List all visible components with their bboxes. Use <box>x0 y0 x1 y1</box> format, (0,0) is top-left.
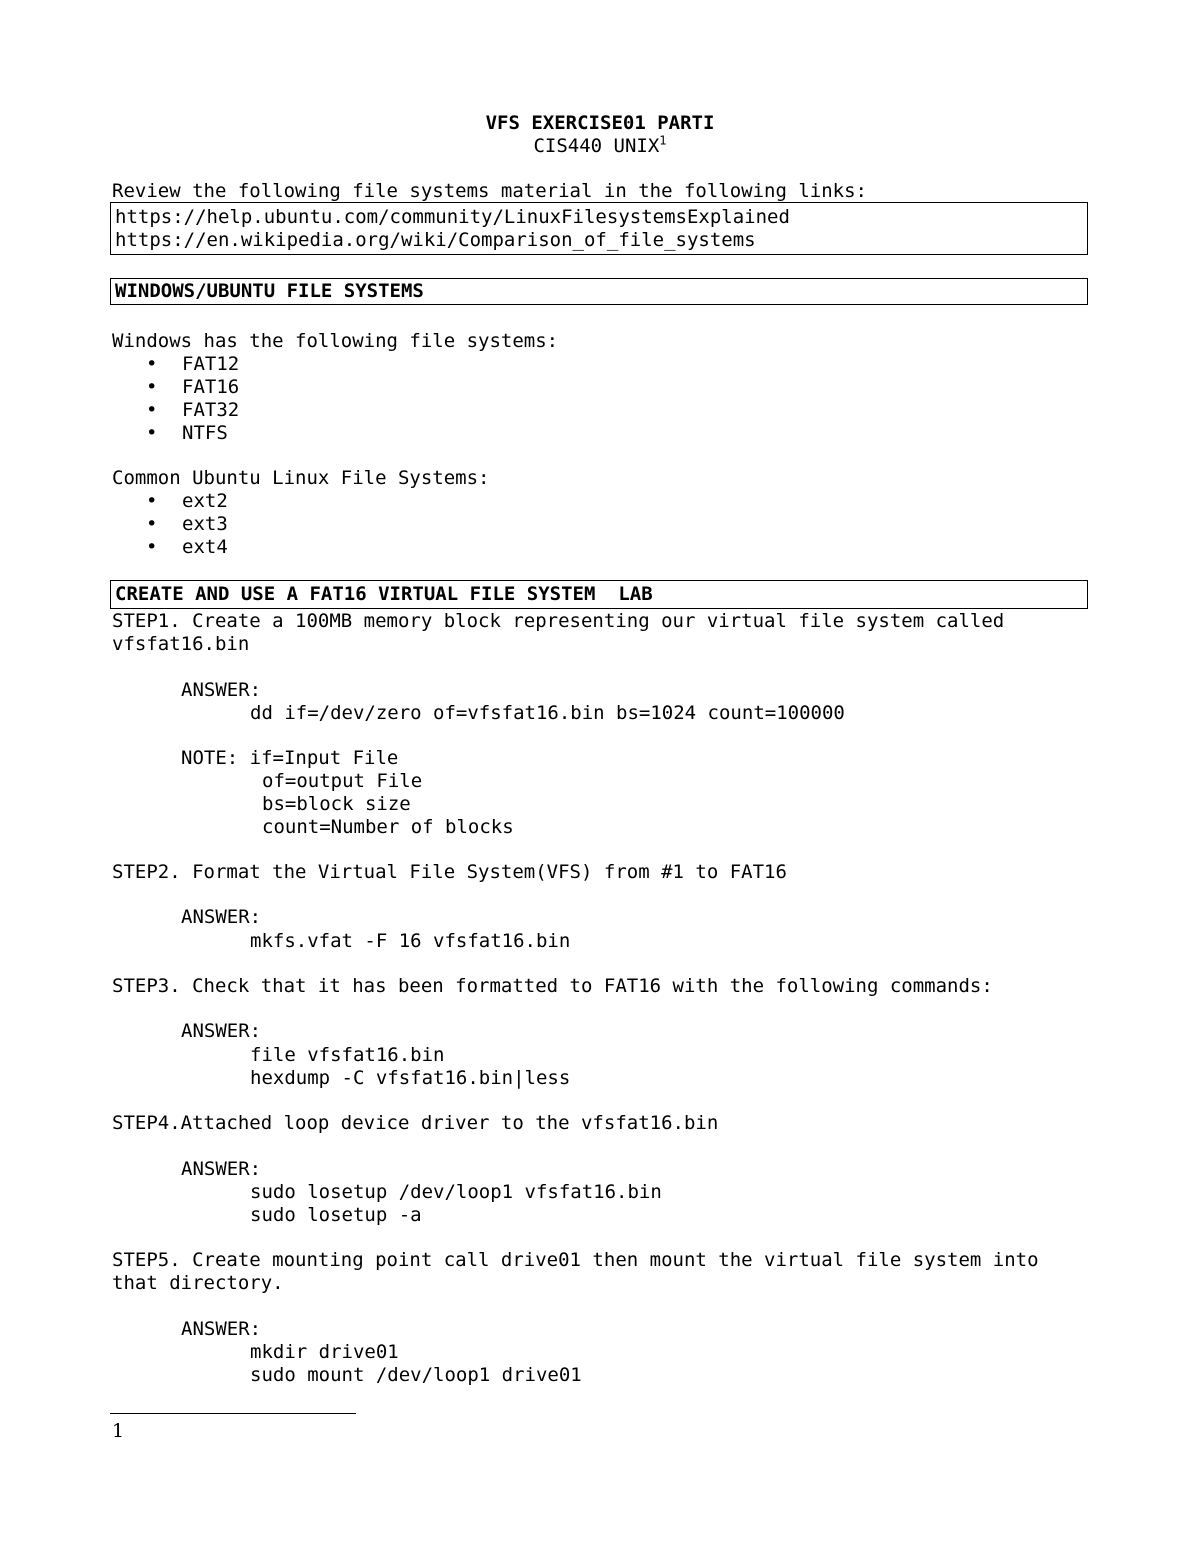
step1-command: dd if=/dev/zero of=vfsfat16.bin bs=1024 count=100000 <box>250 702 845 724</box>
step2-line1: STEP2. Format the Virtual File System(VFS) from #1 to FAT16 <box>112 861 787 883</box>
step1-note-line: bs=block size <box>262 793 411 815</box>
link-wikipedia[interactable]: https://en.wikipedia.org/wiki/Comparison_of_file_systems <box>115 229 756 251</box>
bullet-icon: • <box>146 399 158 421</box>
bullet-icon: • <box>146 422 158 444</box>
intro-text: Review the following file systems material in the following links: <box>112 180 867 202</box>
step1-note-line: NOTE: if=Input File <box>181 747 399 769</box>
step1-note-line: count=Number of blocks <box>262 816 514 838</box>
list-item: NTFS <box>182 422 228 444</box>
step1-line2: vfsfat16.bin <box>112 633 250 655</box>
section-heading-lab <box>110 580 1088 609</box>
step5-line2: that directory. <box>112 1272 284 1294</box>
footnote-marker: 1 <box>659 133 667 148</box>
link-ubuntu[interactable]: https://help.ubuntu.com/community/LinuxFilesystemsExplained <box>115 206 790 228</box>
step4-command: sudo losetup -a <box>250 1204 422 1226</box>
step1-answer-label: ANSWER: <box>181 679 262 701</box>
bullet-icon: • <box>146 513 158 535</box>
section-heading-text: WINDOWS/UBUNTU FILE SYSTEMS <box>115 280 424 302</box>
step5-line1: STEP5. Create mounting point call drive01 then mount the virtual file system into <box>112 1249 1039 1271</box>
list-item: ext4 <box>182 536 228 558</box>
list-item: FAT16 <box>182 376 240 398</box>
step5-command: sudo mount /dev/loop1 drive01 <box>250 1364 582 1386</box>
footnote-number: 1 <box>112 1420 125 1442</box>
step3-command: hexdump -C vfsfat16.bin|less <box>250 1067 571 1089</box>
windows-intro: Windows has the following file systems: <box>112 330 559 352</box>
footnote-separator <box>110 1413 356 1414</box>
step4-answer-label: ANSWER: <box>181 1158 262 1180</box>
bullet-icon: • <box>146 536 158 558</box>
step2-answer-label: ANSWER: <box>181 906 262 928</box>
step4-command: sudo losetup /dev/loop1 vfsfat16.bin <box>250 1181 662 1203</box>
list-item: ext2 <box>182 490 228 512</box>
step3-answer-label: ANSWER: <box>181 1020 262 1042</box>
document-title: VFS EXERCISE01 PARTI <box>485 112 715 134</box>
list-item: FAT32 <box>182 399 240 421</box>
step5-command: mkdir drive01 <box>250 1341 399 1363</box>
step1-line1: STEP1. Create a 100MB memory block representing our virtual file system called <box>112 610 1005 632</box>
step5-answer-label: ANSWER: <box>181 1318 262 1340</box>
section-heading-text: CREATE AND USE A FAT16 VIRTUAL FILE SYSTEM LAB <box>115 583 653 605</box>
links-box <box>110 202 1088 255</box>
step3-line1: STEP3. Check that it has been formatted to FAT16 with the following commands: <box>112 975 993 997</box>
bullet-icon: • <box>146 490 158 512</box>
subtitle-text: CIS440 UNIX <box>533 135 660 157</box>
step4-line1: STEP4.Attached loop device driver to the vfsfat16.bin <box>112 1112 719 1134</box>
list-item: FAT12 <box>182 353 240 375</box>
list-item: ext3 <box>182 513 228 535</box>
step2-command: mkfs.vfat -F 16 vfsfat16.bin <box>250 930 571 952</box>
ubuntu-intro: Common Ubuntu Linux File Systems: <box>112 467 490 489</box>
step3-command: file vfsfat16.bin <box>250 1044 445 1066</box>
document-subtitle <box>0 135 1200 158</box>
bullet-icon: • <box>146 376 158 398</box>
bullet-icon: • <box>146 353 158 375</box>
section-heading-filesystems <box>110 278 1088 305</box>
step1-note-line: of=output File <box>262 770 423 792</box>
